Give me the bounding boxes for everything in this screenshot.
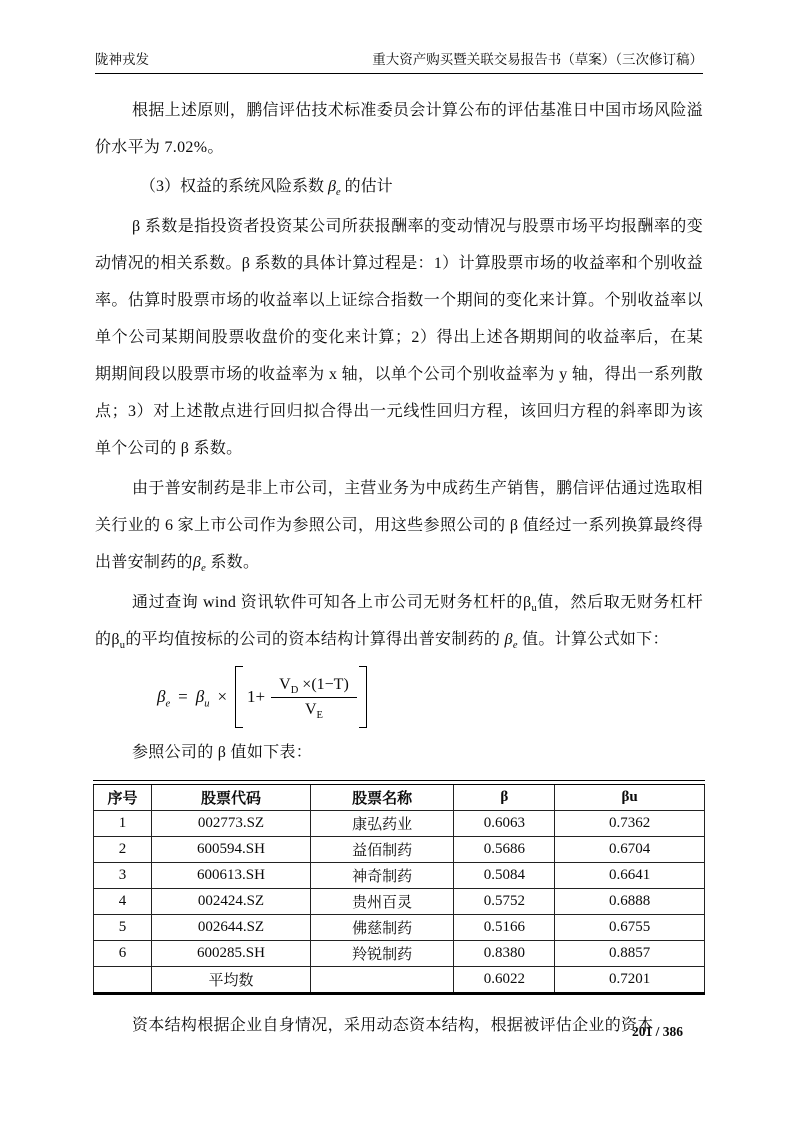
table-row (94, 837, 705, 863)
table-cell: 3 (94, 863, 152, 889)
table-cell: 0.6755 (555, 915, 705, 941)
table-row (94, 941, 705, 967)
table-cell: 600285.SH (152, 941, 311, 967)
table-cell: 0.8380 (454, 941, 555, 967)
formula-numerator: $V_D \times(1-T)$ (271, 676, 357, 698)
table-cell: 羚锐制药 (310, 941, 454, 967)
table-cell: 0.8857 (555, 941, 705, 967)
table-cell: 0.6641 (555, 863, 705, 889)
formula-left-bracket (235, 666, 243, 728)
table-cell: 002424.SZ (152, 889, 311, 915)
table-header-row (94, 785, 705, 811)
formula-beta-e: $\beta_e$ (157, 687, 171, 710)
table-cell: 0.6704 (555, 837, 705, 863)
table-header-cell: 序号 (94, 785, 152, 811)
formula-right-bracket (359, 666, 367, 728)
table-cell (310, 967, 454, 994)
beta-formula (153, 666, 703, 728)
paragraph-risk-premium: 根据上述原则，鹏信评估技术标准委员会计算公布的评估基准日中国市场风险溢价水平为 7.02%。 (95, 102, 703, 156)
table-cell: 0.7362 (555, 811, 705, 837)
paragraph-capital-structure: 资本结构根据企业自身情况，采用动态资本结构，根据被评估企业的资本 (132, 1017, 654, 1034)
beta-reference-table (93, 785, 705, 995)
table-cell (94, 967, 152, 994)
table-cell: 600594.SH (152, 837, 311, 863)
table-cell: 4 (94, 889, 152, 915)
formula-equals: = (178, 687, 188, 706)
table-cell: 0.7201 (555, 967, 705, 994)
table-header-cell: 股票名称 (310, 785, 454, 811)
formula-fraction (271, 676, 357, 719)
table-cell: 1 (94, 811, 152, 837)
table-cell: 6 (94, 941, 152, 967)
table-cell: 2 (94, 837, 152, 863)
page-number: 201 / 386 (631, 1024, 683, 1039)
table-header-cell: 股票代码 (152, 785, 311, 811)
table-cell: 5 (94, 915, 152, 941)
table-row (94, 915, 705, 941)
table-row (94, 863, 705, 889)
table-cell: 0.6063 (454, 811, 555, 837)
paragraph-puan-reference: 由于普安制药是非上市公司，主营业务为中成药生产销售，鹏信评估通过选取相关行业的 6 家上市公司作为参照公司，用这些参照公司的 β 值经过一系列换算最终得出普安制药的$\beta_e$ 系数。 (95, 480, 703, 575)
formula-one-plus: 1+ (247, 687, 266, 706)
table-cell: 600613.SH (152, 863, 311, 889)
table-cell: 康弘药业 (310, 811, 454, 837)
section-heading-beta-estimate: （3）权益的系统风险系数 $\beta_e$ 的估计 (140, 178, 393, 199)
table-cell: 0.6888 (555, 889, 705, 915)
paragraph-table-intro: 参照公司的 β 值如下表： (132, 744, 313, 761)
table-cell: 贵州百灵 (310, 889, 454, 915)
table-cell: 0.6022 (454, 967, 555, 994)
table-cell: 0.5686 (454, 837, 555, 863)
table-cell: 0.5084 (454, 863, 555, 889)
paragraph-wind-query: 通过查询 wind 资讯软件可知各上市公司无财务杠杆的$\beta_u$值，然后取无财务杠杆的$\beta_u$的平均值按标的公司的资本结构计算得出普安制药的 $\beta_e$ 值。计算公式如下： (95, 594, 703, 652)
header-left-title: 陇神戎发 (95, 52, 149, 67)
page-content (95, 82, 703, 1044)
table-row (94, 967, 705, 994)
table-cell: 0.5752 (454, 889, 555, 915)
table-cell: 0.5166 (454, 915, 555, 941)
formula-beta-u: $\beta_u$ (195, 687, 210, 710)
table-cell: 益佰制药 (310, 837, 454, 863)
table-cell: 002773.SZ (152, 811, 311, 837)
header-right-title: 重大资产购买暨关联交易报告书（草案）（三次修订稿） (372, 52, 703, 67)
table-cell: 神奇制药 (310, 863, 454, 889)
table-header-cell: β (454, 785, 555, 811)
table-cell: 平均数 (152, 967, 311, 994)
formula-denominator: $V_E$ (304, 700, 323, 721)
beta-table-block (93, 780, 705, 995)
page-header (95, 48, 703, 74)
table-row (94, 811, 705, 837)
table-cell: 002644.SZ (152, 915, 311, 941)
table-row (94, 889, 705, 915)
table-header-cell: βu (555, 785, 705, 811)
table-cell: 佛慈制药 (310, 915, 454, 941)
formula-times: × (217, 687, 228, 706)
paragraph-beta-definition: β 系数是指投资者投资某公司所获报酬率的变动情况与股票市场平均报酬率的变动情况的相关系数。β 系数的具体计算过程是：1）计算股票市场的收益率和个别收益率。估算时股票市场的收益率以上证综合指数一个期间的变化来计算。个别收益率以单个公司某期间股票收盘价的变化来计算；2）得出上述各期期间的收益率后，在某期期间段以股票市场的收益率为 x 轴，以单个公司个别收益率为 y 轴，得出一系列散点；3）对上述散点进行回归拟合得出一元线性回归方程，该回归方程的斜率即为该单个公司的 β 系数。 (95, 218, 703, 457)
